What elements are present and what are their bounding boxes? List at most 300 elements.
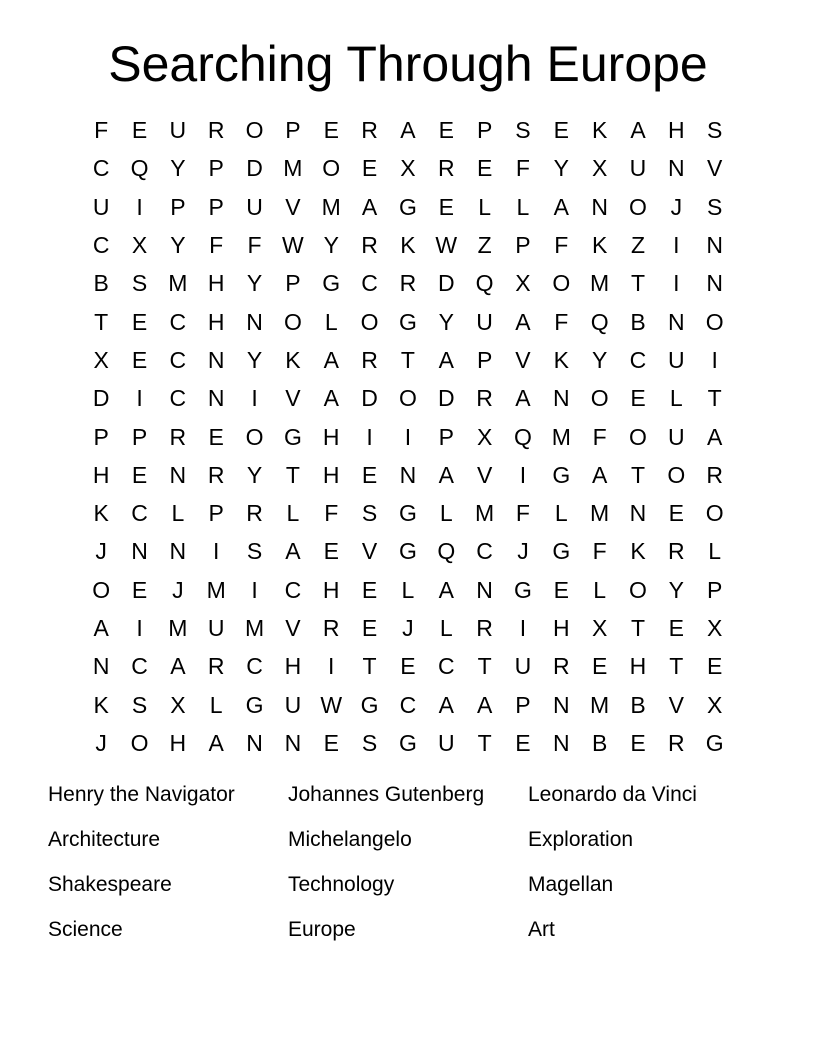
grid-letter[interactable]: M xyxy=(475,500,495,527)
grid-letter[interactable]: G xyxy=(552,461,571,488)
grid-letter[interactable]: D xyxy=(361,385,378,412)
grid-letter[interactable]: M xyxy=(590,270,610,297)
grid-letter[interactable]: F xyxy=(324,500,339,527)
grid-letter[interactable]: R xyxy=(706,461,723,488)
grid-letter[interactable]: P xyxy=(285,117,301,144)
grid-letter[interactable]: C xyxy=(131,653,148,680)
grid-letter[interactable]: P xyxy=(476,117,493,144)
grid-letter[interactable]: K xyxy=(93,691,109,718)
grid-letter[interactable]: C xyxy=(169,385,187,412)
grid-letter[interactable]: H xyxy=(284,653,302,680)
grid-letter[interactable]: E xyxy=(131,117,148,144)
grid-letter[interactable]: E xyxy=(438,193,454,220)
grid-letter[interactable]: E xyxy=(131,346,148,373)
grid-letter[interactable]: R xyxy=(322,615,340,641)
grid-letter[interactable]: F xyxy=(554,232,569,259)
grid-letter[interactable]: N xyxy=(476,576,493,603)
grid-letter[interactable]: P xyxy=(707,576,723,603)
grid-letter[interactable]: T xyxy=(707,385,722,412)
grid-letter[interactable]: L xyxy=(209,691,223,718)
grid-letter[interactable]: E xyxy=(400,653,416,680)
grid-letter[interactable]: A xyxy=(323,346,339,373)
grid-letter[interactable]: D xyxy=(92,385,110,412)
grid-letter[interactable]: E xyxy=(361,615,378,641)
grid-letter[interactable]: U xyxy=(92,193,110,220)
word-list-item: Art xyxy=(528,918,555,941)
grid-letter[interactable]: I xyxy=(213,538,220,565)
grid-letter[interactable]: A xyxy=(553,193,569,220)
grid-row xyxy=(82,226,734,264)
grid-letter[interactable]: W xyxy=(435,232,458,259)
grid-letter[interactable]: N xyxy=(629,500,647,527)
grid-letter[interactable]: C xyxy=(246,653,263,680)
grid-letter[interactable]: Z xyxy=(630,232,646,259)
grid-letter[interactable]: N xyxy=(246,729,263,756)
grid-letter[interactable]: E xyxy=(131,308,148,335)
grid-letter[interactable]: U xyxy=(629,155,647,182)
grid-letter[interactable]: D xyxy=(437,270,455,297)
grid-letter[interactable]: C xyxy=(169,346,187,373)
grid-letter[interactable]: A xyxy=(630,117,646,144)
grid-letter[interactable]: X xyxy=(707,691,723,718)
grid-letter[interactable]: E xyxy=(361,155,378,182)
grid-letter[interactable]: E xyxy=(668,500,684,527)
grid-letter[interactable]: C xyxy=(92,232,110,259)
grid-letter[interactable]: E xyxy=(361,461,378,488)
grid-letter[interactable]: G xyxy=(398,193,417,220)
grid-letter[interactable]: Q xyxy=(590,308,609,335)
grid-letter[interactable]: C xyxy=(169,308,187,335)
grid-letter[interactable]: K xyxy=(285,346,301,373)
grid-letter[interactable]: L xyxy=(439,615,453,641)
grid-letter[interactable]: E xyxy=(553,117,569,144)
grid-letter[interactable]: E xyxy=(630,729,646,756)
grid-letter[interactable]: P xyxy=(170,193,186,220)
grid-letter[interactable]: Y xyxy=(438,308,454,335)
grid-letter[interactable]: K xyxy=(591,117,608,144)
grid-letter[interactable]: U xyxy=(476,308,493,335)
grid-letter[interactable]: P xyxy=(476,346,493,373)
grid-letter[interactable]: F xyxy=(94,117,109,144)
grid-letter[interactable]: E xyxy=(630,385,646,412)
grid-letter[interactable]: N xyxy=(207,385,225,412)
grid-letter[interactable]: U xyxy=(246,193,263,220)
grid-letter[interactable]: H xyxy=(629,653,647,680)
grid-letter[interactable]: M xyxy=(283,155,303,182)
grid-letter[interactable]: X xyxy=(591,615,608,641)
grid-letter[interactable]: G xyxy=(245,691,264,718)
grid-letter[interactable]: T xyxy=(630,615,646,641)
grid-letter[interactable]: N xyxy=(207,346,225,373)
grid-letter[interactable]: O xyxy=(629,193,647,220)
grid-letter[interactable]: G xyxy=(322,270,341,297)
grid-letter[interactable]: V xyxy=(707,155,723,182)
grid-letter[interactable]: B xyxy=(630,691,646,718)
grid-letter[interactable]: M xyxy=(321,193,341,220)
grid-letter[interactable]: I xyxy=(673,232,680,259)
word-list-item: Technology xyxy=(288,873,395,896)
grid-letter[interactable]: Y xyxy=(553,155,569,182)
grid-letter[interactable]: T xyxy=(630,270,646,297)
grid-letter[interactable]: Y xyxy=(668,576,684,603)
grid-letter[interactable]: W xyxy=(282,232,304,259)
grid-letter[interactable]: G xyxy=(398,500,417,527)
grid-letter[interactable]: A xyxy=(170,653,186,680)
grid-letter[interactable]: L xyxy=(171,500,185,527)
grid-letter[interactable]: F xyxy=(592,538,607,565)
grid-letter[interactable]: E xyxy=(515,729,531,756)
grid-letter[interactable]: F xyxy=(554,308,569,335)
grid-letter[interactable]: R xyxy=(169,423,187,450)
grid-letter[interactable]: A xyxy=(285,538,301,565)
grid-letter[interactable]: L xyxy=(593,576,607,603)
grid-letter[interactable]: R xyxy=(476,615,493,641)
grid-letter[interactable]: U xyxy=(437,729,455,756)
grid-letter[interactable]: C xyxy=(131,500,148,527)
grid-letter[interactable]: O xyxy=(130,729,149,756)
grid-letter[interactable]: N xyxy=(169,461,187,488)
grid-letter[interactable]: A xyxy=(438,691,454,718)
grid-letter[interactable]: C xyxy=(284,576,302,603)
grid-letter[interactable]: S xyxy=(361,500,378,527)
grid-letter[interactable]: K xyxy=(591,232,608,259)
grid-letter[interactable]: E xyxy=(323,729,339,756)
grid-letter[interactable]: T xyxy=(669,653,684,680)
grid-letter[interactable]: L xyxy=(708,538,722,565)
grid-letter[interactable]: P xyxy=(93,423,109,450)
grid-letter[interactable]: J xyxy=(95,538,107,565)
grid-letter[interactable]: A xyxy=(515,385,531,412)
grid-letter[interactable]: L xyxy=(439,500,453,527)
grid-letter[interactable]: M xyxy=(168,615,188,641)
grid-letter[interactable]: T xyxy=(94,308,109,335)
grid-letter[interactable]: A xyxy=(515,308,531,335)
grid-letter[interactable]: E xyxy=(707,653,723,680)
grid-letter[interactable]: O xyxy=(552,270,571,297)
grid-letter[interactable]: V xyxy=(361,538,378,565)
grid-letter[interactable]: X xyxy=(591,155,608,182)
grid-letter[interactable]: S xyxy=(707,193,723,220)
grid-letter[interactable]: N xyxy=(169,538,187,565)
grid-letter[interactable]: E xyxy=(323,117,339,144)
grid-letter[interactable]: K xyxy=(93,500,109,527)
grid-letter[interactable]: I xyxy=(519,461,527,488)
grid-letter[interactable]: V xyxy=(285,385,301,412)
grid-letter[interactable]: R xyxy=(361,117,378,144)
grid-letter[interactable]: X xyxy=(131,232,148,259)
grid-letter[interactable]: R xyxy=(552,653,570,680)
grid-letter[interactable]: T xyxy=(362,653,377,680)
grid-letter[interactable]: Y xyxy=(591,346,608,373)
grid-letter[interactable]: P xyxy=(208,500,224,527)
grid-letter[interactable]: G xyxy=(552,538,571,565)
grid-letter[interactable]: L xyxy=(554,500,568,527)
grid-letter[interactable]: X xyxy=(93,346,109,373)
grid-letter[interactable]: P xyxy=(515,232,531,259)
grid-letter[interactable]: I xyxy=(328,653,335,680)
grid-letter[interactable]: P xyxy=(438,423,454,450)
grid-letter[interactable]: E xyxy=(131,576,148,603)
grid-letter[interactable]: O xyxy=(629,576,647,603)
grid-letter[interactable]: A xyxy=(400,117,416,144)
grid-letter[interactable]: D xyxy=(246,155,263,182)
grid-letter[interactable]: B xyxy=(93,270,109,297)
grid-letter[interactable]: S xyxy=(707,117,723,144)
grid-letter[interactable]: I xyxy=(673,270,680,297)
grid-letter[interactable]: H xyxy=(92,461,110,488)
grid-letter[interactable]: G xyxy=(514,576,532,603)
grid-letter[interactable]: A xyxy=(476,691,493,718)
grid-letter[interactable]: J xyxy=(670,193,683,220)
grid-letter[interactable]: L xyxy=(324,308,338,335)
grid-letter[interactable]: T xyxy=(285,461,300,488)
grid-letter[interactable]: H xyxy=(207,308,225,335)
grid-letter[interactable]: O xyxy=(705,308,724,335)
grid-letter[interactable]: E xyxy=(476,155,493,182)
grid-letter[interactable]: F xyxy=(209,232,224,259)
grid-letter[interactable]: O xyxy=(322,155,341,182)
grid-letter[interactable]: N xyxy=(706,270,723,297)
grid-letter[interactable]: C xyxy=(361,270,378,297)
grid-letter[interactable]: R xyxy=(207,117,225,144)
grid-letter[interactable]: O xyxy=(245,117,264,144)
grid-letter[interactable]: X xyxy=(170,691,186,718)
grid-letter[interactable]: X xyxy=(707,615,723,641)
grid-letter[interactable]: Y xyxy=(246,461,263,488)
grid-letter[interactable]: S xyxy=(246,538,263,565)
grid-letter[interactable]: N xyxy=(131,538,148,565)
grid-letter[interactable]: G xyxy=(705,729,724,756)
grid-letter[interactable]: N xyxy=(552,385,570,412)
grid-letter[interactable]: G xyxy=(398,538,417,565)
grid-letter[interactable]: A xyxy=(208,729,224,756)
grid-letter[interactable]: E xyxy=(553,576,569,603)
grid-letter[interactable]: Y xyxy=(170,155,186,182)
grid-letter[interactable]: F xyxy=(247,232,262,259)
grid-row xyxy=(82,188,734,226)
grid-letter[interactable]: S xyxy=(131,691,148,718)
grid-letter[interactable]: Y xyxy=(246,346,263,373)
grid-letter[interactable]: X xyxy=(476,423,493,450)
grid-letter[interactable]: B xyxy=(630,308,646,335)
grid-letter[interactable]: N xyxy=(706,232,723,259)
grid-letter[interactable]: C xyxy=(92,155,110,182)
grid-letter[interactable]: E xyxy=(208,423,224,450)
grid-letter[interactable]: K xyxy=(630,538,646,565)
grid-letter[interactable]: C xyxy=(437,653,455,680)
grid-letter[interactable]: C xyxy=(476,538,493,565)
grid-letter[interactable]: K xyxy=(400,232,416,259)
grid-letter[interactable]: E xyxy=(591,653,608,680)
grid-letter[interactable]: G xyxy=(360,691,379,718)
grid-letter[interactable]: B xyxy=(591,729,608,756)
grid-letter[interactable]: A xyxy=(591,461,608,488)
grid-letter[interactable]: C xyxy=(399,691,417,718)
grid-letter[interactable]: G xyxy=(398,308,417,335)
grid-row xyxy=(82,302,734,340)
grid-letter[interactable]: U xyxy=(668,423,685,450)
grid-letter[interactable]: Y xyxy=(170,232,186,259)
grid-letter[interactable]: O xyxy=(398,385,417,412)
grid-letter[interactable]: P xyxy=(285,270,301,297)
grid-letter[interactable]: O xyxy=(245,423,264,450)
grid-letter[interactable]: Z xyxy=(477,232,492,259)
grid-letter[interactable]: R xyxy=(668,729,685,756)
grid-letter[interactable]: L xyxy=(478,193,491,220)
grid-letter[interactable]: O xyxy=(667,461,686,488)
grid-letter[interactable]: I xyxy=(136,193,143,220)
grid-letter[interactable]: T xyxy=(400,346,415,373)
grid-letter[interactable]: I xyxy=(251,576,258,603)
grid-letter[interactable]: I xyxy=(711,346,718,373)
grid-letter[interactable]: E xyxy=(131,461,148,488)
grid-letter[interactable]: Y xyxy=(246,270,263,297)
grid-letter[interactable]: R xyxy=(668,538,685,565)
grid-row xyxy=(82,685,734,723)
grid-letter[interactable]: U xyxy=(668,346,685,373)
grid-letter[interactable]: A xyxy=(707,423,723,450)
grid-letter[interactable]: O xyxy=(590,385,609,412)
grid-row xyxy=(82,571,734,609)
grid-letter[interactable]: N xyxy=(668,308,685,335)
grid-letter[interactable]: N xyxy=(399,461,417,488)
grid-letter[interactable]: L xyxy=(286,500,300,527)
grid-letter[interactable]: J xyxy=(95,729,107,756)
grid-letter[interactable]: V xyxy=(285,193,301,220)
grid-letter[interactable]: H xyxy=(668,117,685,144)
grid-letter[interactable]: Q xyxy=(437,538,456,565)
grid-letter[interactable]: S xyxy=(131,270,148,297)
word-list-item: Architecture xyxy=(48,828,161,851)
grid-letter[interactable]: V xyxy=(476,461,493,488)
grid-letter[interactable]: V xyxy=(668,691,684,718)
grid-letter[interactable]: J xyxy=(402,615,414,641)
grid-row xyxy=(82,456,734,494)
grid-letter[interactable]: G xyxy=(283,423,302,450)
grid-letter[interactable]: Q xyxy=(130,155,149,182)
grid-letter[interactable]: C xyxy=(629,346,647,373)
grid-letter[interactable]: A xyxy=(438,461,454,488)
grid-letter[interactable]: F xyxy=(515,155,530,182)
grid-letter[interactable]: P xyxy=(515,691,531,718)
grid-letter[interactable]: L xyxy=(669,385,683,412)
grid-letter[interactable]: M xyxy=(590,500,610,527)
grid-letter[interactable]: H xyxy=(207,270,225,297)
grid-letter[interactable]: M xyxy=(551,423,571,450)
grid-letter[interactable]: R xyxy=(399,270,417,297)
grid-letter[interactable]: L xyxy=(516,193,530,220)
grid-letter[interactable]: S xyxy=(515,117,531,144)
grid-letter[interactable]: A xyxy=(438,576,454,603)
grid-letter[interactable]: O xyxy=(629,423,647,450)
grid-row xyxy=(82,532,734,570)
grid-letter[interactable]: N xyxy=(552,729,570,756)
grid-letter[interactable]: T xyxy=(477,729,492,756)
grid-letter[interactable]: I xyxy=(136,615,143,641)
grid-letter[interactable]: D xyxy=(437,385,455,412)
grid-letter[interactable]: E xyxy=(361,576,378,603)
grid-letter[interactable]: E xyxy=(323,538,339,565)
grid-letter[interactable]: A xyxy=(323,385,339,412)
grid-letter[interactable]: E xyxy=(668,615,684,641)
grid-letter[interactable]: H xyxy=(552,615,570,641)
grid-letter[interactable]: H xyxy=(322,423,340,450)
grid-letter[interactable]: U xyxy=(169,117,187,144)
grid-letter[interactable]: N xyxy=(591,193,608,220)
grid-letter[interactable]: F xyxy=(515,500,530,527)
grid-letter[interactable]: U xyxy=(514,653,532,680)
grid-letter[interactable]: N xyxy=(552,691,570,718)
grid-letter[interactable]: U xyxy=(284,691,302,718)
grid-letter[interactable]: R xyxy=(246,500,263,527)
grid-letter[interactable]: M xyxy=(206,576,226,603)
grid-letter[interactable]: L xyxy=(401,576,415,603)
grid-letter[interactable]: R xyxy=(361,232,378,259)
grid-letter[interactable]: A xyxy=(438,346,454,373)
grid-letter[interactable]: T xyxy=(477,653,492,680)
grid-letter[interactable]: R xyxy=(437,155,455,182)
grid-letter[interactable]: N xyxy=(246,308,263,335)
grid-letter[interactable]: M xyxy=(168,270,188,297)
grid-letter[interactable]: M xyxy=(590,691,610,718)
grid-letter[interactable]: X xyxy=(400,155,416,182)
grid-letter[interactable]: K xyxy=(553,346,569,373)
grid-letter[interactable]: V xyxy=(285,615,301,641)
grid-letter[interactable]: J xyxy=(172,576,184,603)
page-title: Searching Through Europe xyxy=(108,36,708,92)
grid-letter[interactable]: O xyxy=(283,308,302,335)
grid-letter[interactable]: R xyxy=(476,385,493,412)
grid-letter[interactable]: H xyxy=(169,729,187,756)
grid-letter[interactable]: I xyxy=(519,615,527,641)
grid-letter[interactable]: Y xyxy=(323,232,339,259)
grid-letter[interactable]: I xyxy=(251,385,258,412)
grid-letter[interactable]: H xyxy=(322,461,340,488)
grid-letter[interactable]: G xyxy=(398,729,417,756)
grid-letter[interactable]: R xyxy=(207,653,225,680)
grid-letter[interactable]: A xyxy=(361,193,378,220)
grid-letter[interactable]: X xyxy=(515,270,531,297)
grid-letter[interactable]: P xyxy=(208,193,224,220)
grid-letter[interactable]: H xyxy=(322,576,340,603)
grid-letter[interactable]: W xyxy=(320,691,343,718)
grid-letter[interactable]: O xyxy=(92,576,111,603)
grid-letter[interactable]: Q xyxy=(514,423,532,450)
grid-letter[interactable]: I xyxy=(366,423,373,450)
grid-letter[interactable]: M xyxy=(244,615,265,641)
grid-letter[interactable]: R xyxy=(361,346,378,373)
grid-letter[interactable]: P xyxy=(208,155,224,182)
grid-letter[interactable]: I xyxy=(404,423,412,450)
grid-letter[interactable]: O xyxy=(360,308,379,335)
grid-letter[interactable]: S xyxy=(361,729,378,756)
grid-letter[interactable]: V xyxy=(515,346,531,373)
grid-letter[interactable]: R xyxy=(207,461,225,488)
grid-letter[interactable]: E xyxy=(438,117,454,144)
grid-letter[interactable]: T xyxy=(630,461,646,488)
grid-letter[interactable]: N xyxy=(92,653,110,680)
grid-letter[interactable]: N xyxy=(668,155,685,182)
grid-letter[interactable]: N xyxy=(284,729,302,756)
grid-letter[interactable]: P xyxy=(131,423,148,450)
grid-letter[interactable]: O xyxy=(705,500,724,527)
grid-letter[interactable]: J xyxy=(517,538,529,565)
grid-letter[interactable]: F xyxy=(592,423,607,450)
grid-letter[interactable]: A xyxy=(93,615,109,641)
grid-letter[interactable]: I xyxy=(136,385,143,412)
grid-letter[interactable]: Q xyxy=(475,270,494,297)
grid-letter[interactable]: U xyxy=(207,615,225,641)
